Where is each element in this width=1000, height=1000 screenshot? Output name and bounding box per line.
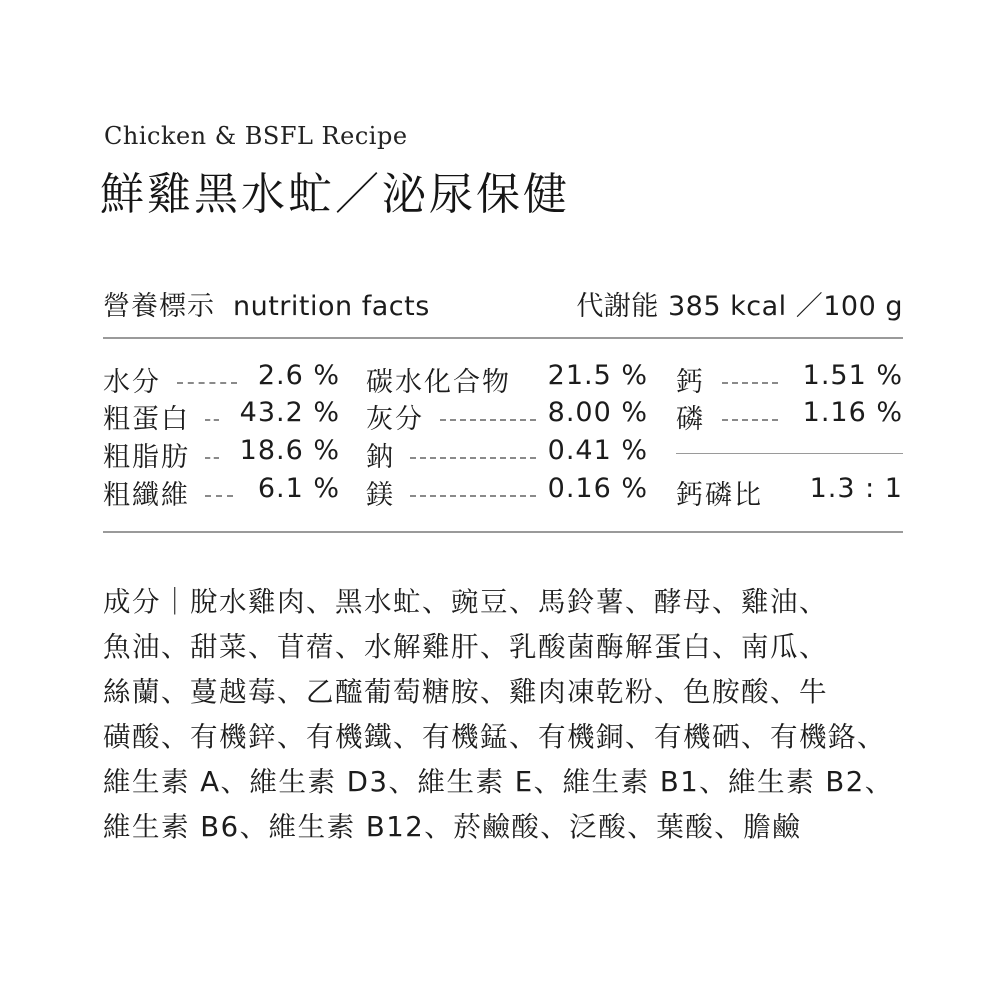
nutrition-heading-en: nutrition facts bbox=[233, 291, 430, 322]
leader-dots bbox=[205, 457, 219, 459]
nutrient-row bbox=[366, 473, 648, 513]
nutrition-heading-zh: 營養標示 bbox=[103, 291, 215, 322]
nutrition-header bbox=[103, 284, 903, 328]
nutrient-value: 18.6 % bbox=[239, 435, 340, 466]
nutrient-row bbox=[366, 435, 648, 475]
nutrient-value: 43.2 % bbox=[239, 397, 340, 428]
nutrient-label: 灰分 bbox=[366, 404, 424, 435]
leader-dots bbox=[440, 419, 536, 421]
nutrient-label: 鎂 bbox=[366, 480, 395, 511]
recipe-subtitle: Chicken & BSFL Recipe bbox=[104, 122, 408, 150]
nutrient-row bbox=[676, 397, 903, 437]
divider-bottom bbox=[103, 531, 903, 533]
nutrient-row bbox=[103, 435, 340, 475]
nutrient-label: 水分 bbox=[103, 367, 161, 398]
nutrient-label: 粗脂肪 bbox=[103, 442, 190, 473]
nutrient-label: 粗蛋白 bbox=[103, 404, 190, 435]
nutrient-row bbox=[103, 473, 340, 513]
leader-dots bbox=[410, 495, 536, 497]
nutrient-label: 鈣 bbox=[676, 367, 705, 398]
nutrient-row bbox=[676, 360, 903, 400]
product-title: 鮮雞黑水虻／泌尿保健 bbox=[100, 169, 570, 220]
divider-top bbox=[103, 337, 903, 339]
leader-dots bbox=[722, 419, 778, 421]
nutrient-label: 磷 bbox=[676, 404, 705, 435]
ratio-label: 鈣磷比 bbox=[676, 480, 763, 511]
ratio-value: 1.3 : 1 bbox=[809, 473, 903, 504]
nutrient-row bbox=[366, 397, 648, 437]
nutrient-row bbox=[103, 360, 340, 400]
nutrient-value: 8.00 % bbox=[547, 397, 648, 428]
leader-dots bbox=[177, 382, 237, 384]
leader-dots bbox=[205, 495, 233, 497]
nutrient-value: 6.1 % bbox=[257, 473, 340, 504]
nutrient-label: 鈉 bbox=[366, 442, 395, 473]
column-divider bbox=[676, 453, 903, 454]
nutrient-value: 1.51 % bbox=[802, 360, 903, 391]
leader-dots bbox=[410, 457, 536, 459]
nutrient-value: 0.41 % bbox=[547, 435, 648, 466]
leader-dots bbox=[722, 382, 778, 384]
ingredient-line: 磺酸、有機鋅、有機鐵、有機錳、有機銅、有機硒、有機鉻、 bbox=[103, 721, 886, 753]
energy-value: 代謝能 385 kcal ／100 g bbox=[576, 291, 903, 322]
ingredient-line: 成分｜脫水雞肉、黑水虻、豌豆、馬鈴薯、酵母、雞油、 bbox=[103, 586, 828, 618]
ingredients-block bbox=[103, 580, 913, 850]
nutrient-value: 1.16 % bbox=[802, 397, 903, 428]
nutrient-row bbox=[366, 360, 648, 400]
ingredient-line: 維生素 A、維生素 D3、維生素 E、維生素 B1、維生素 B2、 bbox=[103, 766, 894, 798]
nutrient-label: 碳水化合物 bbox=[366, 367, 511, 398]
ca-p-ratio-row bbox=[676, 473, 903, 513]
nutrient-value: 21.5 % bbox=[547, 360, 648, 391]
nutrient-label: 粗纖維 bbox=[103, 480, 190, 511]
leader-dots bbox=[205, 419, 219, 421]
ingredient-line: 魚油、甜菜、苜蓿、水解雞肝、乳酸菌酶解蛋白、南瓜、 bbox=[103, 631, 828, 663]
nutrient-value: 0.16 % bbox=[547, 473, 648, 504]
ingredient-line: 絲蘭、蔓越莓、乙醯葡萄糖胺、雞肉凍乾粉、色胺酸、牛 bbox=[103, 676, 828, 708]
nutrient-row bbox=[103, 397, 340, 437]
nutrient-value: 2.6 % bbox=[257, 360, 340, 391]
ingredient-line: 維生素 B6、維生素 B12、菸鹼酸、泛酸、葉酸、膽鹼 bbox=[103, 811, 802, 843]
